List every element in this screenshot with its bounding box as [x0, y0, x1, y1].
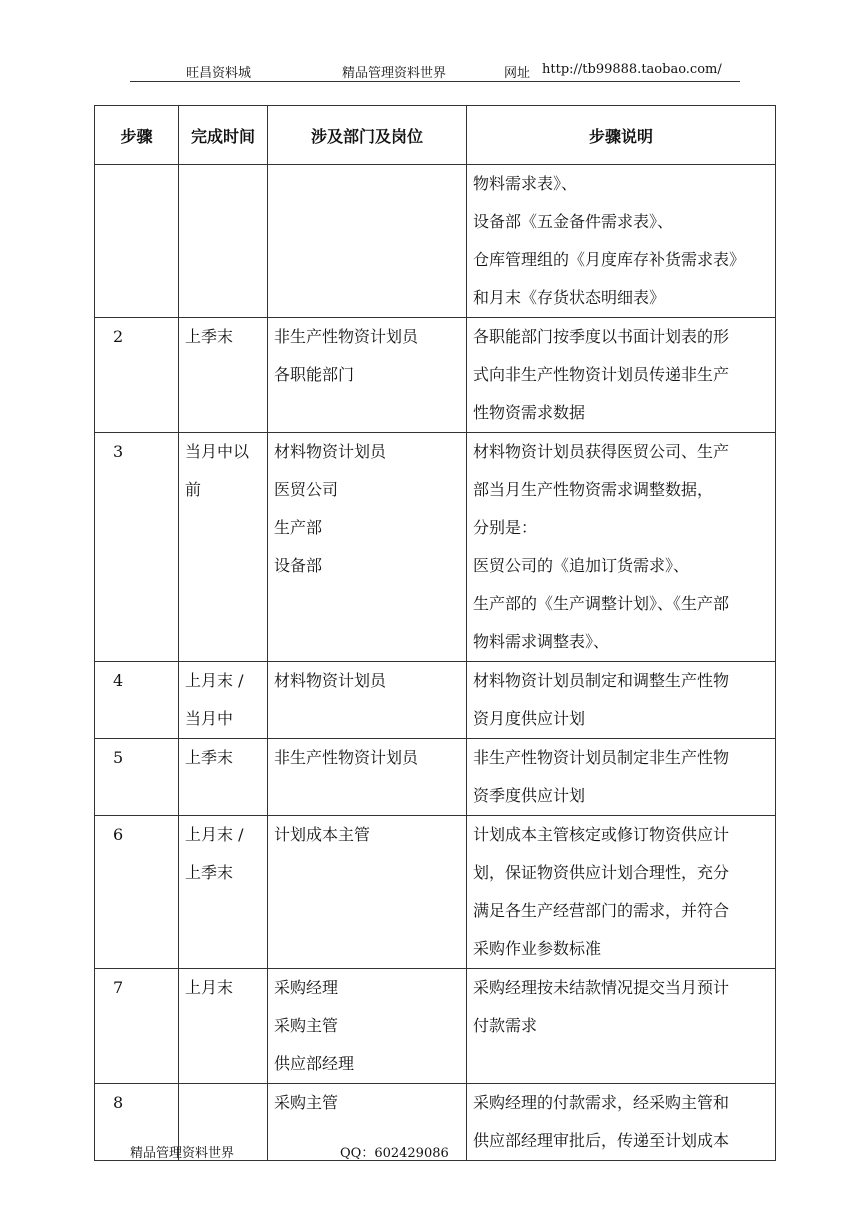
- header-divider: [130, 81, 740, 82]
- department-line: 供应部经理: [274, 1054, 355, 1073]
- step-number: 3: [113, 442, 124, 461]
- cell-description: [467, 739, 776, 816]
- description-line: 资季度供应计划: [473, 786, 586, 805]
- cell-step: [95, 816, 179, 969]
- header-site-name: 旺昌资料城: [186, 66, 252, 81]
- description-line: 分别是：: [473, 518, 538, 537]
- description-line: 采购作业参数标准: [473, 939, 602, 958]
- cell-department: [268, 662, 467, 739]
- header-step: 步骤: [95, 106, 179, 165]
- table-row: [95, 165, 776, 318]
- step-number: 4: [113, 671, 124, 690]
- department-line: 材料物资计划员: [274, 442, 387, 461]
- description-line: 设备部《五金备件需求表》、: [473, 212, 674, 231]
- description-line: 供应部经理审批后，传递至计划成本: [473, 1131, 730, 1150]
- time-line: 上月末 /: [185, 671, 244, 690]
- cell-step: [95, 165, 179, 318]
- cell-step: [95, 662, 179, 739]
- description-line: 付款需求: [473, 1016, 538, 1035]
- cell-department: [268, 433, 467, 662]
- table-row: [95, 433, 776, 662]
- cell-time: [179, 165, 268, 318]
- description-line: 性物资需求数据: [473, 403, 586, 422]
- department-line: 采购主管: [274, 1016, 339, 1035]
- description-line: 医贸公司的《追加订货需求》、: [473, 556, 690, 575]
- description-line: 材料物资计划员制定和调整生产性物: [473, 671, 730, 690]
- time-line: 上季末: [185, 863, 234, 882]
- step-number: 7: [113, 978, 124, 997]
- description-line: 部当月生产性物资需求调整数据，: [473, 480, 714, 499]
- cell-time: [179, 816, 268, 969]
- cell-department: [268, 816, 467, 969]
- footer-world-name: 精品管理资料世界: [130, 1146, 235, 1161]
- page-header: [130, 58, 740, 80]
- description-line: 非生产性物资计划员制定非生产性物: [473, 748, 730, 767]
- cell-description: [467, 662, 776, 739]
- header-world-name: 精品管理资料世界: [342, 66, 447, 81]
- time-line: 上季末: [185, 327, 234, 346]
- description-line: 和月末《存货状态明细表》: [473, 288, 666, 307]
- description-line: 采购经理的付款需求，经采购主管和: [473, 1093, 730, 1112]
- time-line: 当月中: [185, 709, 234, 728]
- table-row: [95, 318, 776, 433]
- cell-department: [268, 739, 467, 816]
- description-line: 材料物资计划员获得医贸公司、生产: [473, 442, 730, 461]
- time-line: 前: [185, 480, 202, 499]
- cell-description: [467, 165, 776, 318]
- header-url-label: 网址: [504, 66, 531, 81]
- department-line: 材料物资计划员: [274, 671, 387, 690]
- description-line: 物料需求表》、: [473, 174, 578, 193]
- description-line: 划，保证物资供应计划合理性，充分: [473, 863, 730, 882]
- header-url-link[interactable]: http://tb99888.taobao.com/: [542, 62, 722, 77]
- department-line: 非生产性物资计划员: [274, 327, 419, 346]
- cell-step: [95, 969, 179, 1084]
- cell-time: [179, 739, 268, 816]
- cell-time: [179, 433, 268, 662]
- procedure-table: [94, 105, 776, 1161]
- time-line: 上季末: [185, 748, 234, 767]
- cell-time: [179, 662, 268, 739]
- cell-department: [268, 318, 467, 433]
- table-row: [95, 739, 776, 816]
- description-line: 各职能部门按季度以书面计划表的形: [473, 327, 730, 346]
- description-line: 计划成本主管核定或修订物资供应计: [473, 825, 730, 844]
- description-line: 物料需求调整表》、: [473, 632, 610, 651]
- department-line: 生产部: [274, 518, 323, 537]
- step-number: 2: [113, 327, 124, 346]
- time-line: 当月中以: [185, 442, 250, 461]
- time-line: 上月末 /: [185, 825, 244, 844]
- table-row: [95, 969, 776, 1084]
- step-number: 6: [113, 825, 124, 844]
- cell-time: [179, 969, 268, 1084]
- time-line: 上月末: [185, 978, 234, 997]
- cell-description: [467, 1084, 776, 1161]
- description-line: 采购经理按未结款情况提交当月预计: [473, 978, 730, 997]
- header-description: 步骤说明: [467, 106, 776, 165]
- cell-description: [467, 816, 776, 969]
- cell-description: [467, 318, 776, 433]
- department-line: 非生产性物资计划员: [274, 748, 419, 767]
- step-number: 8: [113, 1093, 124, 1112]
- footer-qq: QQ：602429086: [340, 1146, 449, 1161]
- department-line: 设备部: [274, 556, 323, 575]
- description-line: 满足各生产经营部门的需求，并符合: [473, 901, 730, 920]
- department-line: 各职能部门: [274, 365, 355, 384]
- cell-department: [268, 165, 467, 318]
- description-line: 式向非生产性物资计划员传递非生产: [473, 365, 730, 384]
- header-time: 完成时间: [179, 106, 268, 165]
- table-header-row: [95, 106, 776, 165]
- cell-step: [95, 318, 179, 433]
- description-line: 生产部的《生产调整计划》、《生产部: [473, 594, 730, 613]
- description-line: 仓库管理组的《月度库存补货需求表》: [473, 250, 746, 269]
- step-number: 5: [113, 748, 124, 767]
- cell-department: [268, 969, 467, 1084]
- department-line: 计划成本主管: [274, 825, 371, 844]
- cell-time: [179, 318, 268, 433]
- cell-description: [467, 433, 776, 662]
- table-row: [95, 816, 776, 969]
- department-line: 采购主管: [274, 1093, 339, 1112]
- description-line: 资月度供应计划: [473, 709, 586, 728]
- cell-description: [467, 969, 776, 1084]
- department-line: 医贸公司: [274, 480, 339, 499]
- cell-step: [95, 739, 179, 816]
- table-row: [95, 662, 776, 739]
- header-department: 涉及部门及岗位: [268, 106, 467, 165]
- department-line: 采购经理: [274, 978, 339, 997]
- cell-step: [95, 433, 179, 662]
